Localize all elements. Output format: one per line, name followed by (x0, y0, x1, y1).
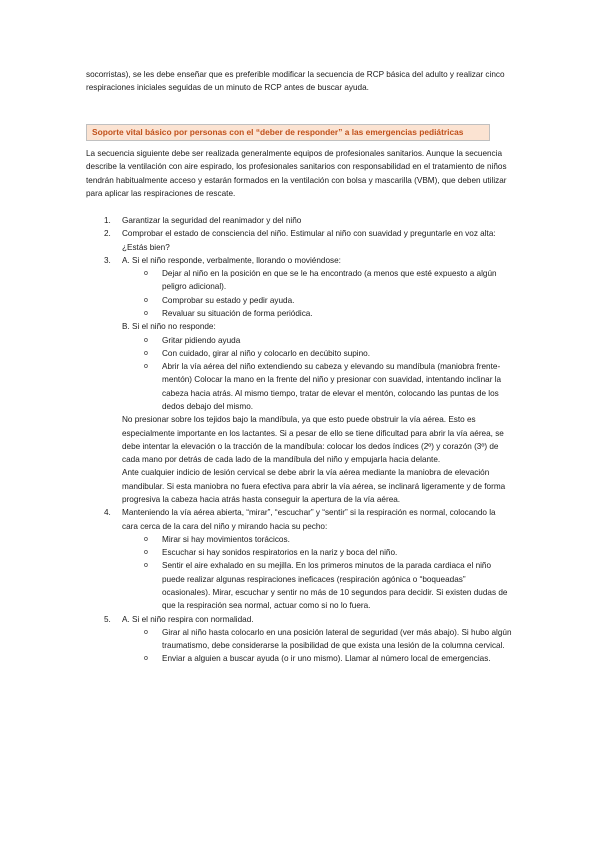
list-text: Comprobar el estado de consciencia del niño. Estimular al niño con suavidad y preguntarle en voz alta: ¿Estás bien? (122, 229, 496, 252)
bullet-text: Mirar si hay movimientos torácicos. (162, 534, 290, 544)
sub-bullet (144, 360, 512, 413)
sub-bullet (144, 546, 512, 559)
list-number: 4. (104, 508, 111, 518)
list-number: 1. (104, 216, 111, 225)
section-heading-text: Soporte vital básico por personas con el “deber de responder” a las emergencias pediátricas (92, 126, 464, 137)
list-number: 2. (104, 229, 111, 239)
bullet-text: Gritar pidiendo ayuda (162, 335, 241, 345)
note-paragraph: No presionar sobre los tejidos bajo la mandíbula, ya que esto puede obstruir la vía aérea. Esto es especialmente importante en los lactantes. Si a pesar de ello se tiene dificultad para abrir la vía aérea, se debe intentar la elevación o la tracción de la mandíbula: colocar los dedos índices (2º) y corazón (3º) de cada mano por detrás de cada lado de la mandíbula del niño y empujarla hacia delante. (122, 415, 504, 465)
list-number: 3. (104, 255, 111, 265)
bullet-icon: o (144, 270, 148, 278)
bullet-text: Dejar al niño en la posición en que se le ha encontrado (a menos que esté expuesto a algún peligro adicional). (162, 269, 497, 292)
list-text: A. Si el niño responde, verbalmente, llorando o moviéndose: (122, 255, 341, 265)
list-item (88, 227, 512, 254)
bullet-icon: o (144, 296, 148, 304)
list-item (88, 214, 512, 227)
bullet-icon: o (144, 549, 148, 557)
note-paragraph: Ante cualquier indicio de lesión cervical se debe abrir la vía aérea mediante la maniobra de elevación mandibular. Si esta maniobra no fuera efectiva para abrir la vía aérea, se inclinará ligeramente y de forma progresiva la cabeza hacia atrás hasta conseguir la apertura de la vía aérea. (122, 468, 506, 504)
sub-bullet (144, 652, 512, 665)
sub-bullet (144, 533, 512, 546)
section-heading (86, 124, 490, 141)
bullet-text: Escuchar si hay sonidos respiratorios en la nariz y boca del niño. (162, 548, 398, 558)
bullet-icon: o (144, 309, 148, 317)
list-number: 5. (104, 614, 111, 624)
body-paragraph: La secuencia siguiente debe ser realizada generalmente equipos de profesionales sanitarios. Aunque la secuencia describe la ventilación con aire espirado, los profesionales sanitarios con responsabilidad en el tratamiento de niños tendrán habitualmente acceso y estarán formados en la ventilación con bolsa y mascarilla (VBM), que deben utilizar para aplicar las respiraciones de rescate. (86, 149, 507, 198)
bullet-icon: o (144, 363, 148, 371)
bullet-text: Con cuidado, girar al niño y colocarlo en decúbito supino. (162, 348, 371, 358)
bullet-text: Comprobar su estado y pedir ayuda. (162, 295, 295, 305)
bullet-text: Enviar a alguien a buscar ayuda (o ir uno mismo). Llamar al número local de emergencias. (162, 654, 491, 664)
sub-label: B. Si el niño no responde: (122, 322, 216, 332)
steps-list (88, 214, 512, 666)
list-text: Garantizar la seguridad del reanimador y del niño (122, 216, 302, 225)
sub-bullet (144, 559, 512, 612)
list-text: Manteniendo la vía aérea abierta, “mirar”, “escuchar” y “sentir” si la respiración es normal, colocando la cara cerca de la cara del niño y mirando hacia su pecho: (122, 508, 496, 531)
bullet-text: Sentir el aire exhalado en su mejilla. En los primeros minutos de la parada cardiaca el niño puede realizar algunas respiraciones ineficaces (respiración agónica o “boqueadas” ocasionales). Mirar, escuchar y sentir no más de 10 segundos para decidir. Si existen dudas de que la respiración sea normal, actuar como si no lo fuera. (162, 561, 508, 611)
list-item (88, 254, 512, 267)
bullet-icon: o (144, 336, 148, 344)
bullet-icon: o (144, 628, 148, 636)
bullet-text: Abrir la vía aérea del niño extendiendo su cabeza y elevando su mandíbula (maniobra frente-mentón) Colocar la mano en la frente del niño y presionar con suavidad, intentando inclinar la cabeza hacia atrás. Al mismo tiempo, tratar de elevar el mentón, colocando las puntas de los dedos debajo del mismo. (162, 362, 502, 411)
sub-bullet (144, 267, 512, 294)
list-item (88, 613, 512, 626)
sub-bullet (144, 334, 512, 347)
bullet-icon: o (144, 655, 148, 663)
bullet-text: Revaluar su situación de forma periódica. (162, 308, 313, 318)
bullet-icon: o (144, 349, 148, 357)
sub-bullet (144, 307, 512, 320)
list-text: A. Si el niño respira con normalidad. (122, 614, 254, 624)
bullet-icon: o (144, 535, 148, 543)
bullet-text: Girar al niño hasta colocarlo en una posición lateral de seguridad (ver más abajo). Si hubo algún traumatismo, debe considerarse la posibilidad de que exista una lesión de la columna cervical. (162, 627, 512, 651)
bullet-icon: o (144, 562, 148, 570)
sub-bullet (144, 294, 512, 307)
sub-bullet (144, 347, 512, 360)
sub-bullet (144, 626, 512, 653)
intro-paragraph: socorristas), se les debe enseñar que es preferible modificar la secuencia de RCP básica del adulto y realizar cinco respiraciones iniciales seguidas de un minuto de RCP antes de buscar ayuda. (86, 70, 505, 93)
list-item (88, 506, 512, 533)
